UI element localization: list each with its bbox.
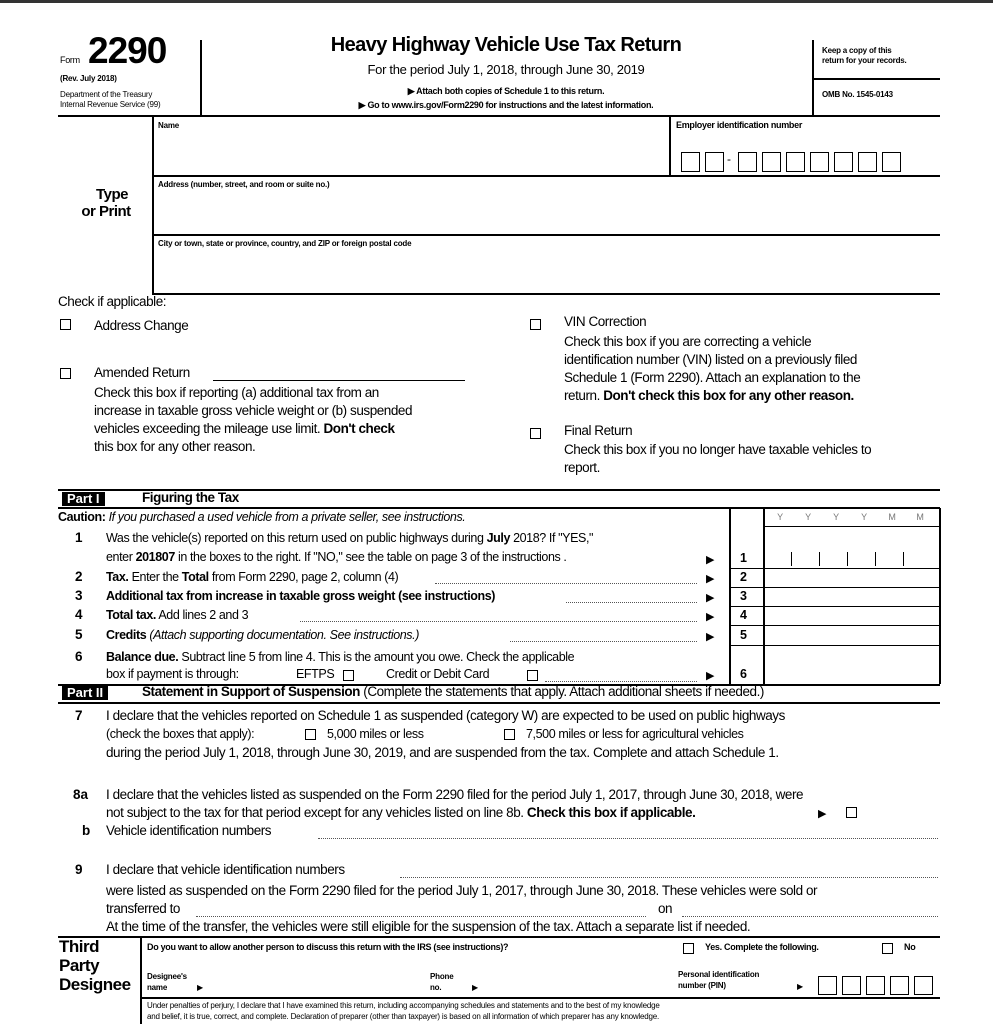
- designee-pin-label-2: number (PIN): [678, 981, 726, 990]
- line5-arrow-icon: ▶: [706, 631, 715, 643]
- type-label: Type: [96, 186, 128, 203]
- page-top-border: [0, 0, 993, 3]
- line6-text-1: Balance due. Subtract line 5 from line 4. This is the amount you owe. Check the applicable: [106, 650, 575, 664]
- amended-return-checkbox[interactable]: [60, 368, 71, 379]
- line5-number: 5: [75, 627, 83, 642]
- attach-note: ▶ Attach both copies of Schedule 1 to this return.: [407, 86, 605, 96]
- or-print-label: or Print: [81, 203, 131, 220]
- line7-text-3: during the period July 1, 2018, through June 30, 2019, and are suspended from the tax. Complete and attach Schedule 1.: [106, 745, 779, 760]
- address-change-checkbox[interactable]: [60, 319, 71, 330]
- line8a-arrow-icon: ▶: [818, 808, 827, 820]
- designee-title-3: Designee: [59, 975, 131, 994]
- form-period: For the period July 1, 2018, through June 30, 2019: [367, 62, 645, 77]
- line1-text-1: Was the vehicle(s) reported on this return used on public highways during July 2018? If "YES,": [106, 531, 594, 545]
- designee-phone-label-1: Phone: [430, 972, 454, 981]
- line8b-vin-field[interactable]: [318, 838, 938, 839]
- line7-5000-checkbox[interactable]: [305, 729, 316, 740]
- line9-number: 9: [75, 862, 83, 877]
- pin-box[interactable]: [890, 976, 909, 995]
- line6-box-label: 6: [740, 667, 747, 681]
- line7-7500-label: 7,500 miles or less for agricultural vehicles: [526, 727, 744, 741]
- line3-text: Additional tax from increase in taxable gross weight (see instructions): [106, 589, 496, 603]
- line3-arrow-icon: ▶: [706, 592, 715, 604]
- date-header: M: [888, 512, 896, 522]
- ein-label: Employer identification number: [676, 120, 803, 130]
- city-rule: [152, 293, 940, 295]
- keep-copy-1: Keep a copy of this: [822, 46, 892, 55]
- designee-pin-label-1: Personal identification: [678, 970, 760, 979]
- designee-name-arrow-icon: ▶: [197, 983, 204, 992]
- line7-text-1: I declare that the vehicles reported on Schedule 1 as suspended (category W) are expected to be used on public highways: [106, 708, 785, 723]
- ein-box[interactable]: [882, 152, 901, 172]
- eftps-checkbox[interactable]: [343, 670, 354, 681]
- line2-amount-field[interactable]: [766, 569, 938, 587]
- address-change-label: Address Change: [94, 318, 189, 333]
- vin-desc-2: identification number (VIN) listed on a previously filed: [564, 352, 857, 367]
- designee-no-label: No: [904, 942, 916, 952]
- vin-correction-checkbox[interactable]: [530, 319, 541, 330]
- final-return-checkbox[interactable]: [530, 428, 541, 439]
- pin-box[interactable]: [866, 976, 885, 995]
- omb-divider: [812, 78, 940, 80]
- amended-desc-3: vehicles exceeding the mileage use limit. Don't check: [94, 421, 395, 436]
- form-number: 2290: [88, 30, 167, 71]
- part1-col-left: [729, 508, 731, 684]
- perjury-text-1: Under penalties of perjury, I declare that I have examined this return, including accompanying schedules and statements and to the best of my knowledge: [147, 1001, 660, 1010]
- amended-desc-4: this box for any other reason.: [94, 439, 256, 454]
- irs-label: Internal Revenue Service (99): [60, 100, 161, 109]
- ein-box[interactable]: [810, 152, 829, 172]
- designee-top-rule: [58, 936, 940, 938]
- designee-phone-arrow-icon: ▶: [472, 983, 479, 992]
- designee-name-label-1: Designee's: [147, 972, 187, 981]
- ein-box[interactable]: [705, 152, 724, 172]
- line8a-number: 8a: [73, 787, 89, 802]
- form-word: Form: [60, 55, 80, 65]
- eftps-label: EFTPS: [296, 667, 335, 681]
- date-header: Y: [833, 512, 839, 522]
- part1-title-rule: [58, 507, 940, 509]
- part1-title: Figuring the Tax: [142, 490, 239, 505]
- address-label: Address (number, street, and room or suite no.): [158, 180, 330, 189]
- line5-box-label: 5: [740, 628, 747, 642]
- goto-note: ▶ Go to www.irs.gov/Form2290 for instructions and the latest information.: [358, 100, 654, 110]
- line1-arrow-icon: ▶: [706, 554, 715, 566]
- designee-title-2: Party: [59, 956, 100, 975]
- line8a-text-1: I declare that the vehicles listed as suspended on the Form 2290 filed for the period July 1, 2017, through June 30, 2018, were: [106, 787, 804, 802]
- line8a-text-2: not subject to the tax for that period except for any vehicles listed on line 8b. Check this box if applicable.: [106, 805, 696, 820]
- pin-box[interactable]: [818, 976, 837, 995]
- designee-phone-field[interactable]: [485, 972, 675, 994]
- line8a-checkbox[interactable]: [846, 807, 857, 818]
- line1-box-label: 1: [740, 551, 747, 565]
- type-print-divider: [152, 116, 154, 294]
- final-desc-1: Check this box if you no longer have taxable vehicles to: [564, 442, 872, 457]
- form-title: Heavy Highway Vehicle Use Tax Return: [330, 34, 682, 56]
- designee-bottom-rule: [141, 997, 940, 999]
- name-field[interactable]: [158, 132, 666, 174]
- designee-divider: [140, 937, 142, 1024]
- part2-title-rule: [58, 702, 940, 704]
- line6-text-2: box if payment is through:: [106, 667, 239, 681]
- line1-number: 1: [75, 530, 83, 545]
- line9-transferee-field[interactable]: [196, 916, 646, 917]
- line6-number: 6: [75, 649, 83, 664]
- designee-name-field[interactable]: [210, 972, 425, 994]
- ein-box[interactable]: [738, 152, 757, 172]
- designee-pin-arrow-icon: ▶: [797, 982, 804, 991]
- line7-number: 7: [75, 708, 83, 723]
- ein-box[interactable]: [834, 152, 853, 172]
- part1-col-mid: [763, 508, 765, 684]
- pin-box[interactable]: [842, 976, 861, 995]
- line9-text-3: transferred to: [106, 901, 180, 916]
- vin-desc-3: Schedule 1 (Form 2290). Attach an explanation to the: [564, 370, 861, 385]
- city-label: City or town, state or province, country, and ZIP or foreign postal code: [158, 239, 412, 248]
- line3-amount-field[interactable]: [766, 588, 938, 606]
- part2-badge: Part II: [62, 686, 108, 700]
- line6-arrow-icon: ▶: [706, 670, 715, 682]
- pin-box[interactable]: [914, 976, 933, 995]
- line9-text-1: I declare that vehicle identification numbers: [106, 862, 345, 877]
- line7-text-2: (check the boxes that apply):: [106, 727, 255, 741]
- line8b-text: Vehicle identification numbers: [106, 823, 272, 838]
- ein-box[interactable]: [858, 152, 877, 172]
- line2-text: Tax. Enter the Total from Form 2290, page 2, column (4): [106, 570, 399, 584]
- designee-phone-label-2: no.: [430, 983, 442, 992]
- omb-number: OMB No. 1545-0143: [822, 90, 893, 99]
- dept-treasury: Department of the Treasury: [60, 90, 153, 99]
- address-field[interactable]: [158, 192, 938, 232]
- city-field[interactable]: [158, 250, 938, 290]
- card-checkbox[interactable]: [527, 670, 538, 681]
- line6-amount-field[interactable]: [766, 647, 938, 683]
- designee-yes-label: Yes. Complete the following.: [705, 942, 819, 952]
- designee-name-label-2: name: [147, 983, 168, 992]
- amended-return-label: Amended Return: [94, 365, 190, 380]
- line5-text: Credits (Attach supporting documentation. See instructions.): [106, 628, 419, 642]
- line7-5000-label: 5,000 miles or less: [327, 727, 424, 741]
- amended-return-line: [213, 380, 465, 381]
- address-rule: [152, 234, 940, 236]
- designee-question: Do you want to allow another person to discuss this return with the IRS (see instructions)?: [147, 942, 509, 952]
- amended-desc-1: Check this box if reporting (a) additional tax from an: [94, 385, 379, 400]
- part2-title: Statement in Support of Suspension (Complete the statements that apply. Attach additional sheets if needed.): [142, 684, 764, 699]
- name-label: Name: [158, 121, 179, 130]
- vin-correction-label: VIN Correction: [564, 314, 647, 329]
- name-rule: [152, 175, 940, 177]
- check-applicable-heading: Check if applicable:: [58, 294, 167, 309]
- ein-box[interactable]: [681, 152, 700, 172]
- amended-desc-2: increase in taxable gross vehicle weight or (b) suspended: [94, 403, 413, 418]
- line9-text-4: At the time of the transfer, the vehicles were still eligible for the suspension of the tax. Attach a separate list if needed.: [106, 919, 751, 934]
- line4-amount-field[interactable]: [766, 607, 938, 625]
- date-header: Y: [805, 512, 811, 522]
- line4-number: 4: [75, 607, 83, 622]
- header-bottom-rule: [58, 115, 940, 117]
- line2-number: 2: [75, 569, 83, 584]
- date-header: Y: [861, 512, 867, 522]
- ein-box[interactable]: [786, 152, 805, 172]
- designee-title-1: Third: [59, 937, 99, 956]
- final-desc-2: report.: [564, 460, 600, 475]
- line4-text: Total tax. Add lines 2 and 3: [106, 608, 249, 622]
- vin-desc-1: Check this box if you are correcting a vehicle: [564, 334, 812, 349]
- card-label: Credit or Debit Card: [386, 667, 490, 681]
- designee-no-checkbox[interactable]: [882, 943, 893, 954]
- line2-box-label: 2: [740, 570, 747, 584]
- line7-7500-checkbox[interactable]: [504, 729, 515, 740]
- line2-arrow-icon: ▶: [706, 573, 715, 585]
- line3-number: 3: [75, 588, 83, 603]
- ein-box[interactable]: [762, 152, 781, 172]
- vin-desc-4: return. Don't check this box for any other reason.: [564, 388, 854, 403]
- ein-divider: [669, 116, 671, 176]
- line3-box-label: 3: [740, 589, 747, 603]
- part1-col-right: [939, 508, 941, 684]
- perjury-text-2: and belief, it is true, correct, and complete. Declaration of preparer (other than taxpayer) is based on all information of which preparer has any knowledge.: [147, 1012, 660, 1021]
- line9-vin-field[interactable]: [400, 877, 938, 878]
- line5-amount-field[interactable]: [766, 627, 938, 645]
- final-return-label: Final Return: [564, 423, 633, 438]
- date-header: Y: [777, 512, 783, 522]
- line9-on-label: on: [658, 901, 673, 916]
- line9-date-field[interactable]: [682, 916, 938, 917]
- caution-text: Caution: If you purchased a used vehicle from a private seller, see instructions.: [58, 510, 466, 524]
- keep-copy-2: return for your records.: [822, 56, 907, 65]
- line4-arrow-icon: ▶: [706, 611, 715, 623]
- line1-text-2: enter 201807 in the boxes to the right. If "NO," see the table on page 3 of the instructions .: [106, 550, 567, 564]
- line8b-number: b: [82, 823, 91, 838]
- designee-yes-checkbox[interactable]: [683, 943, 694, 954]
- form-revision: (Rev. July 2018): [60, 74, 117, 83]
- date-header: M: [916, 512, 924, 522]
- part1-badge: Part I: [62, 492, 105, 506]
- line9-text-2: were listed as suspended on the Form 2290 filed for the period July 1, 2017, through June 30, 2018. These vehicles were sold or: [106, 883, 818, 898]
- line4-box-label: 4: [740, 608, 747, 622]
